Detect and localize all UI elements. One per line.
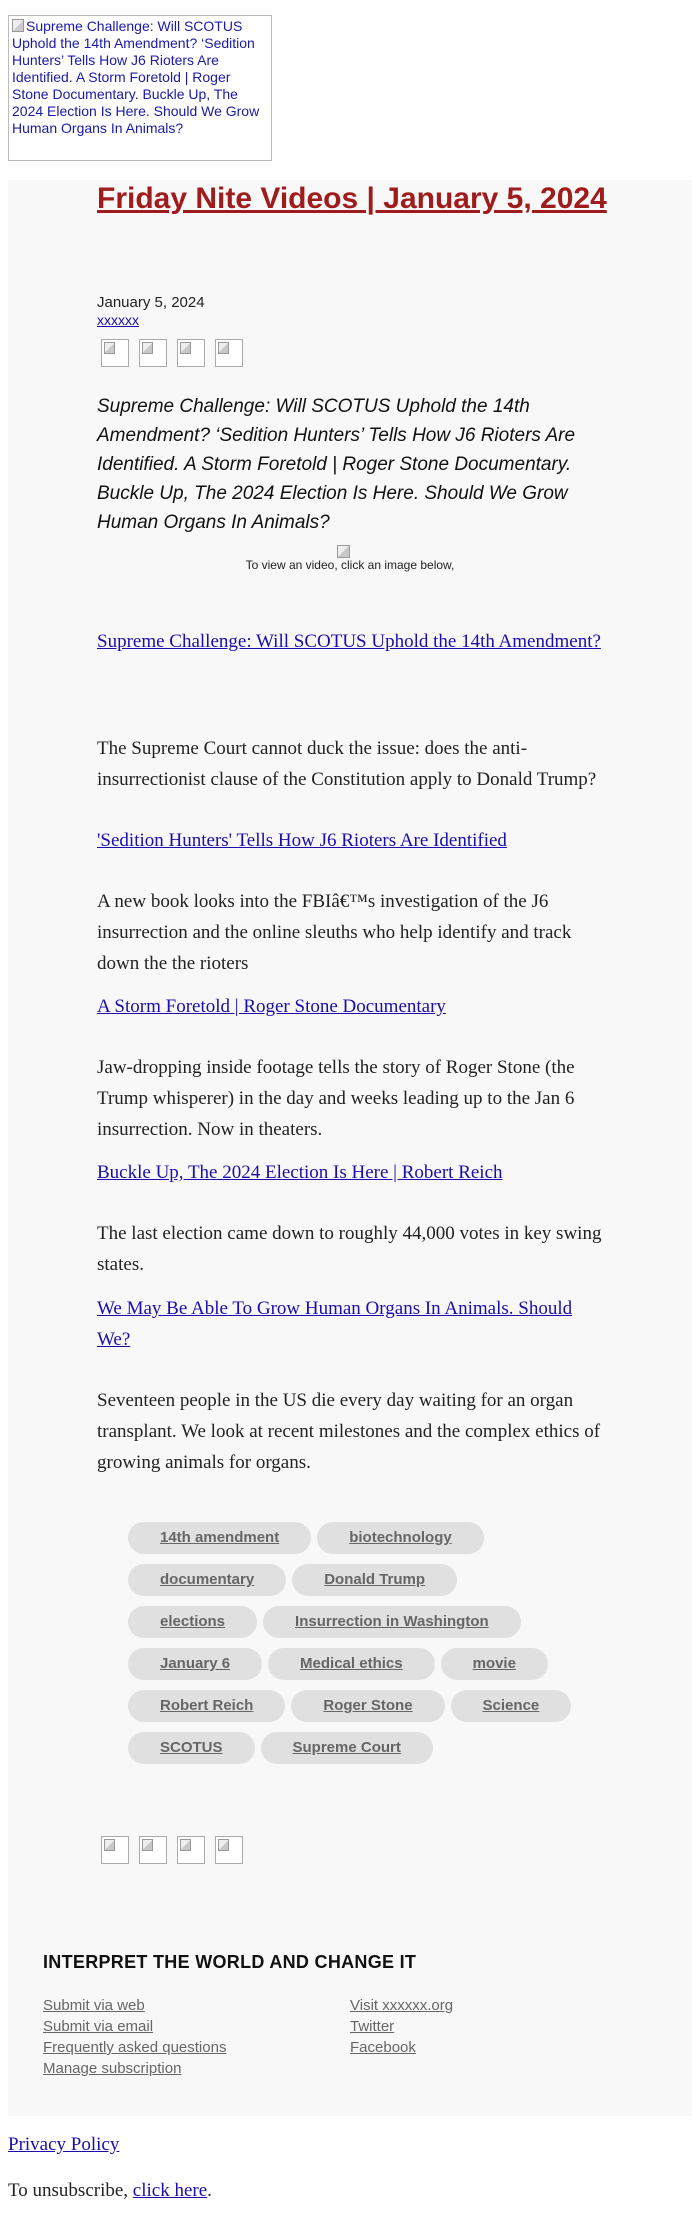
unsubscribe-link[interactable]: click here (132, 2180, 208, 2201)
share-button-3[interactable] (177, 1836, 205, 1864)
privacy-policy (8, 2134, 119, 2156)
post-author (97, 312, 607, 328)
visit-site-link[interactable]: Visit xxxxxx.org (350, 1997, 454, 2014)
header-image[interactable] (8, 15, 272, 161)
unsubscribe-prefix: To unsubscribe, (8, 2180, 133, 2201)
facebook-link[interactable]: Facebook (350, 2039, 416, 2056)
tag (128, 1606, 257, 1638)
twitter-link[interactable]: Twitter (350, 2018, 395, 2035)
tag-link[interactable]: Science (482, 1697, 540, 1714)
tag (263, 1606, 521, 1638)
video-note: To view an video, click an image below, (245, 558, 455, 572)
tag (291, 1690, 444, 1722)
broken-image-icon (142, 342, 153, 354)
tag-link[interactable]: Supreme Court (292, 1739, 401, 1756)
video-link-3 (97, 991, 607, 1022)
broken-image-icon (12, 19, 24, 32)
tag (128, 1690, 285, 1722)
tag-link[interactable]: Donald Trump (324, 1571, 426, 1588)
tag-link[interactable]: 14th amendment (160, 1529, 280, 1546)
tag-link[interactable]: Insurrection in Washington (295, 1613, 489, 1630)
post-title (97, 180, 607, 217)
footer-heading: INTERPRET THE WORLD AND CHANGE IT (43, 1952, 417, 1972)
video-title-link[interactable]: Supreme Challenge: Will SCOTUS Uphold the 14th Amendment? (97, 631, 601, 652)
share-button-1[interactable] (101, 1836, 129, 1864)
video-image-icon[interactable] (337, 545, 350, 558)
share-button-1[interactable] (101, 339, 129, 367)
post-date: January 5, 2024 (97, 294, 205, 311)
share-button-2[interactable] (139, 339, 167, 367)
tag-link[interactable]: Robert Reich (160, 1697, 254, 1714)
tag (268, 1648, 435, 1680)
video-title-link[interactable]: 'Sedition Hunters' Tells How J6 Rioters Are Identified (97, 830, 507, 851)
header-image-alt-text[interactable]: Supreme Challenge: Will SCOTUS Uphold the 14th Amendment? ‘Sedition Hunters’ Tells How J6 Rioters Are Identified. A Storm Foretold | Roger Stone Documentary. Buckle Up, The 2024 Election Is Here. Should We Grow Human Organs In Animals? (12, 18, 260, 136)
tag-link[interactable]: January 6 (160, 1655, 231, 1672)
submit-email-link[interactable]: Submit via email (43, 2018, 154, 2035)
share-buttons-bottom (101, 1836, 243, 1864)
tag-link[interactable]: Roger Stone (323, 1697, 413, 1714)
manage-subscription-link[interactable]: Manage subscription (43, 2060, 182, 2077)
share-buttons-top (101, 339, 243, 367)
share-button-4[interactable] (215, 339, 243, 367)
share-button-2[interactable] (139, 1836, 167, 1864)
tag (292, 1564, 457, 1596)
unsubscribe-suffix: . (207, 2180, 212, 2201)
video-description-3: Jaw-dropping inside footage tells the story of Roger Stone (the Trump whisperer) in the day and weeks leading up to the Jan 6 insurrection. Now in theaters. (97, 1057, 575, 1140)
video-description-1: The Supreme Court cannot duck the issue: does the anti-insurrectionist clause of the Constitution apply to Donald Trump? (97, 738, 597, 790)
broken-image-icon (180, 1839, 191, 1851)
tag (128, 1522, 311, 1554)
tag-link[interactable]: movie (472, 1655, 516, 1672)
video-title-link[interactable]: Buckle Up, The 2024 Election Is Here | Robert Reich (97, 1162, 503, 1183)
tag-link[interactable]: elections (160, 1613, 226, 1630)
footer-links-left (43, 1995, 226, 2079)
content-panel (8, 180, 692, 2116)
video-description-5: Seventeen people in the US die every day waiting for an organ transplant. We look at recent milestones and the complex ethics of growing animals for organs. (97, 1390, 601, 1473)
video-link-5 (97, 1293, 607, 1355)
tag (451, 1690, 572, 1722)
broken-image-icon (104, 342, 115, 354)
tag (128, 1732, 255, 1764)
video-link-2 (97, 825, 607, 856)
broken-image-icon (180, 342, 191, 354)
footer-links-right (350, 1995, 453, 2058)
tag (441, 1648, 548, 1680)
privacy-policy-link[interactable]: Privacy Policy (8, 2134, 120, 2155)
broken-image-icon (142, 1839, 153, 1851)
tag (317, 1522, 484, 1554)
broken-image-icon (218, 342, 229, 354)
tag-list (128, 1522, 588, 1764)
video-description-4: The last election came down to roughly 44,000 votes in key swing states. (97, 1223, 602, 1275)
post-summary: Supreme Challenge: Will SCOTUS Uphold the 14th Amendment? ‘Sedition Hunters’ Tells How J6 Rioters Are Identified. A Storm Foretold | Roger Stone Documentary. Buckle Up, The 2024 Election Is Here. Should We Grow Human Organs In Animals? (97, 396, 576, 533)
video-title-link[interactable]: A Storm Foretold | Roger Stone Documentary (97, 996, 446, 1017)
tag-link[interactable]: Medical ethics (300, 1655, 403, 1672)
share-button-3[interactable] (177, 339, 205, 367)
broken-image-icon (218, 1839, 229, 1851)
broken-image-icon (104, 1839, 115, 1851)
submit-web-link[interactable]: Submit via web (43, 1997, 145, 2014)
tag (128, 1648, 262, 1680)
author-link[interactable]: xxxxxx (97, 312, 139, 328)
post-title-link[interactable]: Friday Nite Videos | January 5, 2024 (97, 182, 607, 215)
tag-link[interactable]: biotechnology (349, 1529, 452, 1546)
tag-link[interactable]: SCOTUS (160, 1739, 223, 1756)
tag-link[interactable]: documentary (160, 1571, 255, 1588)
tag (261, 1732, 433, 1764)
tag (128, 1564, 286, 1596)
faq-link[interactable]: Frequently asked questions (43, 2039, 227, 2056)
share-button-4[interactable] (215, 1836, 243, 1864)
video-link-4 (97, 1157, 607, 1188)
video-link-1 (97, 626, 607, 657)
unsubscribe-line (8, 2180, 212, 2202)
video-title-link[interactable]: We May Be Able To Grow Human Organs In Animals. Should We? (97, 1298, 573, 1350)
video-description-2: A new book looks into the FBIâ€™s investigation of the J6 insurrection and the online sleuths who help identify and track down the the rioters (97, 891, 572, 974)
